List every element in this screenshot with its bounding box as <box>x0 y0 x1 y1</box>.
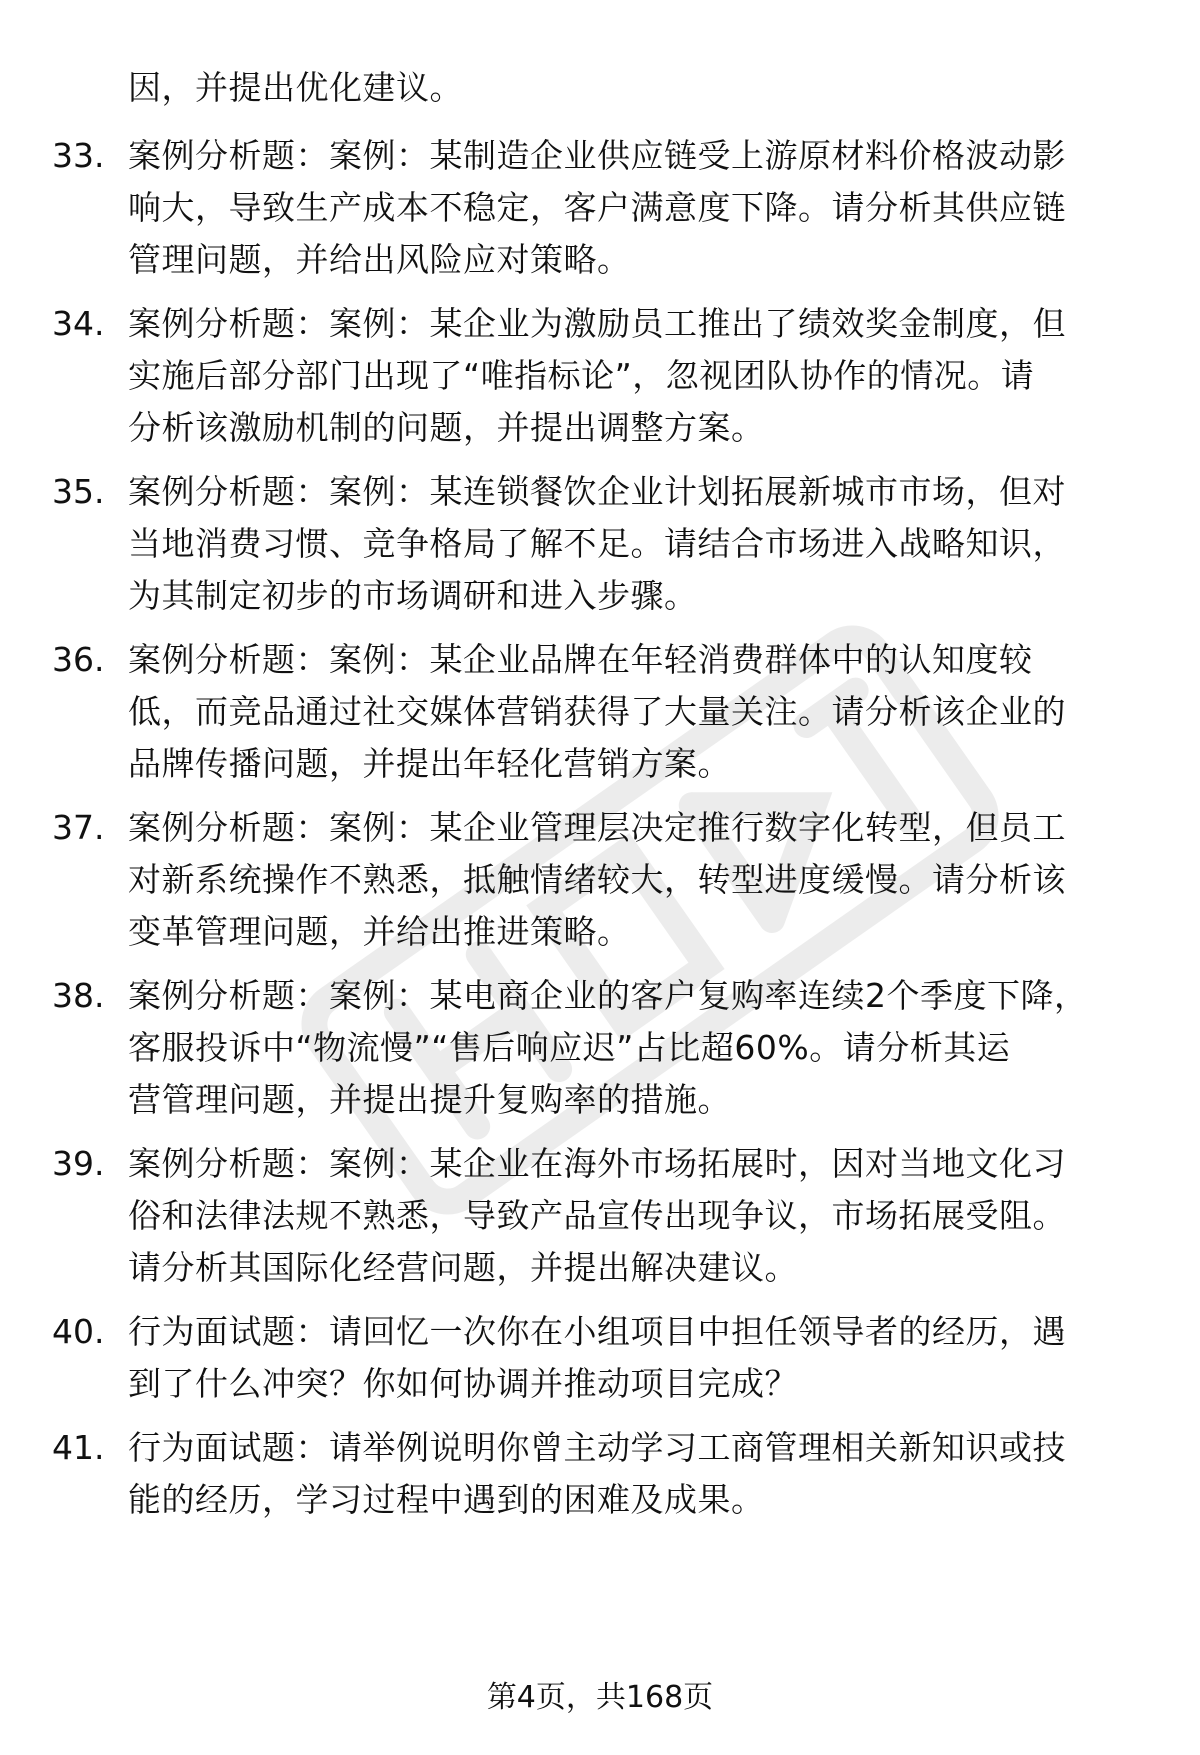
question-text-line: 到了什么冲突？你如何协调并推动项目完成？ <box>128 1364 798 1403</box>
question-item <box>0 970 1200 1126</box>
question-item <box>0 1138 1200 1294</box>
question-text-line: 案例分析题：案例：某制造企业供应链受上游原材料价格波动影 <box>128 136 1066 175</box>
question-text-line: 变革管理问题，并给出推进策略。 <box>128 912 631 951</box>
question-text-line: 案例分析题：案例：某企业管理层决定推行数字化转型，但员工 <box>128 808 1066 847</box>
continued-text: 因，并提出优化建议。 <box>128 68 463 107</box>
page-footer: 第4页，共168页 <box>486 1680 714 1715</box>
question-number: 35. <box>52 472 105 511</box>
question-number: 33. <box>52 136 105 175</box>
question-item <box>0 634 1200 790</box>
question-text-line: 案例分析题：案例：某电商企业的客户复购率连续2个季度下降， <box>128 976 1088 1015</box>
question-text-line: 管理问题，并给出风险应对策略。 <box>128 240 631 279</box>
question-text-line: 对新系统操作不熟悉，抵触情绪较大，转型进度缓慢。请分析该 <box>128 860 1066 899</box>
question-number: 36. <box>52 640 105 679</box>
question-text-line: 俗和法律法规不熟悉，导致产品宣传出现争议，市场拓展受阻。 <box>128 1196 1066 1235</box>
question-item <box>0 466 1200 622</box>
question-text-line: 客服投诉中“物流慢”“售后响应迟”占比超60%。请分析其运 <box>128 1028 1011 1067</box>
question-text-line: 分析该激励机制的问题，并提出调整方案。 <box>128 408 765 447</box>
question-text-line: 营管理问题，并提出提升复购率的措施。 <box>128 1080 731 1119</box>
question-text-line: 案例分析题：案例：某企业为激励员工推出了绩效奖金制度，但 <box>128 304 1066 343</box>
question-text-line: 品牌传播问题，并提出年轻化营销方案。 <box>128 744 731 783</box>
question-text-line: 响大，导致生产成本不稳定，客户满意度下降。请分析其供应链 <box>128 188 1066 227</box>
question-number: 37. <box>52 808 105 847</box>
question-number: 39. <box>52 1144 105 1183</box>
question-text-line: 案例分析题：案例：某连锁餐饮企业计划拓展新城市市场，但对 <box>128 472 1066 511</box>
question-text-line: 请分析其国际化经营问题，并提出解决建议。 <box>128 1248 798 1287</box>
question-text-line: 案例分析题：案例：某企业品牌在年轻消费群体中的认知度较 <box>128 640 1033 679</box>
question-item <box>0 1422 1200 1526</box>
question-item <box>0 802 1200 958</box>
question-number: 38. <box>52 976 105 1015</box>
question-text-line: 当地消费习惯、竞争格局了解不足。请结合市场进入战略知识， <box>128 524 1066 563</box>
question-text-line: 行为面试题：请举例说明你曾主动学习工商管理相关新知识或技 <box>128 1428 1066 1467</box>
question-number: 41. <box>52 1428 105 1467</box>
question-text-line: 实施后部分部门出现了“唯指标论”，忽视团队协作的情况。请 <box>128 356 1035 395</box>
question-text-line: 为其制定初步的市场调研和进入步骤。 <box>128 576 698 615</box>
question-item <box>0 130 1200 286</box>
question-text-line: 低，而竞品通过社交媒体营销获得了大量关注。请分析该企业的 <box>128 692 1066 731</box>
question-text-line: 能的经历，学习过程中遇到的困难及成果。 <box>128 1480 765 1519</box>
question-item <box>0 1306 1200 1410</box>
question-text-line: 案例分析题：案例：某企业在海外市场拓展时，因对当地文化习 <box>128 1144 1066 1183</box>
question-text-line: 行为面试题：请回忆一次你在小组项目中担任领导者的经历，遇 <box>128 1312 1066 1351</box>
question-number: 34. <box>52 304 105 343</box>
question-item <box>0 298 1200 454</box>
question-number: 40. <box>52 1312 105 1351</box>
